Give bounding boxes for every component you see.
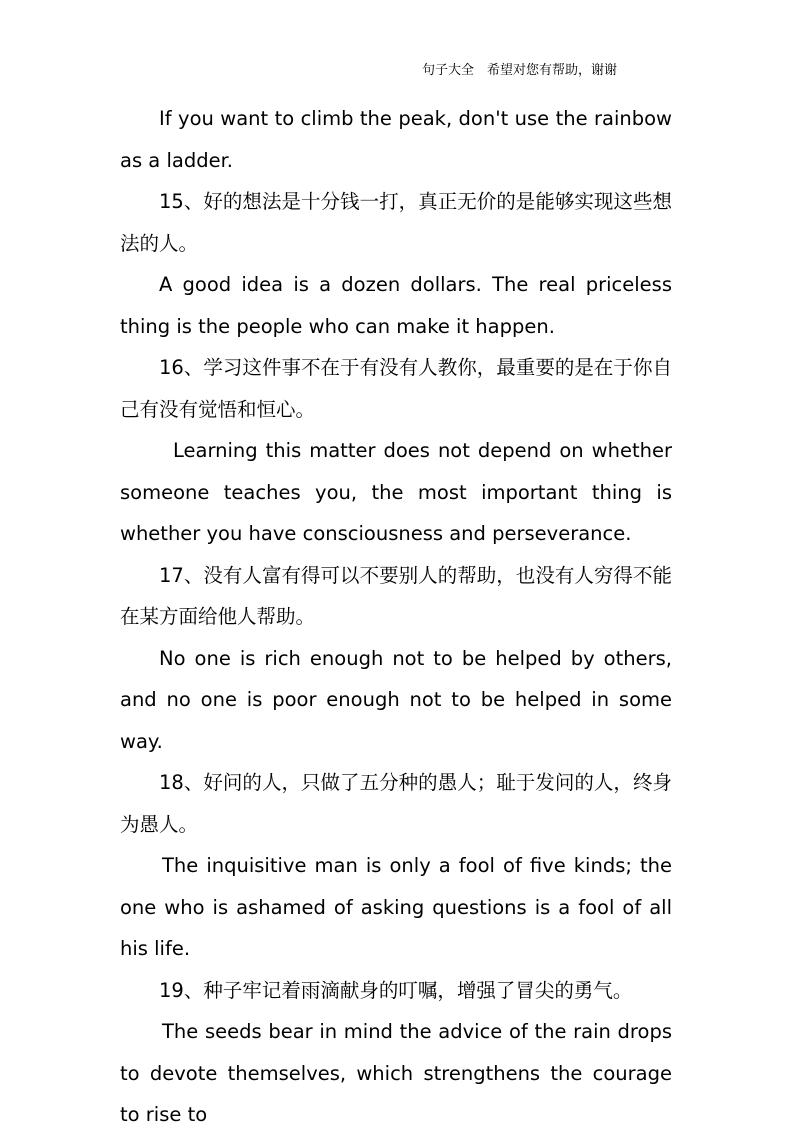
paragraph-chinese: 19、种子牢记着雨滴献身的叮嘱，增强了冒尖的勇气。 (159, 978, 633, 1002)
paragraph-english: Learning this matter does not depend on whether someone teaches you, the most important thing is whether you have consciousness and perseverance. (120, 439, 672, 545)
paragraph-chinese: 16、学习这件事不在于有没有人教你，最重要的是在于你自己有没有觉悟和恒心。 (120, 356, 672, 421)
paragraph-english: No one is rich enough not to be helped by others, and no one is poor enough not to be helped in some way. (120, 646, 672, 753)
page-header: 句子大全 希望对您有帮助，谢谢 (422, 63, 618, 78)
paragraph-chinese: 15、好的想法是十分钱一打，真正无价的是能够实现这些想法的人。 (120, 190, 672, 255)
paragraph-english: The inquisitive man is only a fool of five kinds; the one who is ashamed of asking questions is a fool of all his life. (120, 854, 672, 960)
paragraph-chinese: 18、好问的人，只做了五分种的愚人；耻于发问的人，终身为愚人。 (120, 771, 672, 836)
paragraph-chinese: 17、没有人富有得可以不要别人的帮助，也没有人穷得不能在某方面给他人帮助。 (120, 563, 672, 628)
paragraph-english: The seeds bear in mind the advice of the rain drops to devote themselves, which strengthens the courage to rise to (120, 1020, 672, 1126)
document-body (120, 98, 672, 1136)
paragraph-english: A good idea is a dozen dollars. The real priceless thing is the people who can make it happen. (120, 273, 672, 338)
paragraph-english: If you want to climb the peak, don't use the rainbow as a ladder. (120, 107, 672, 172)
